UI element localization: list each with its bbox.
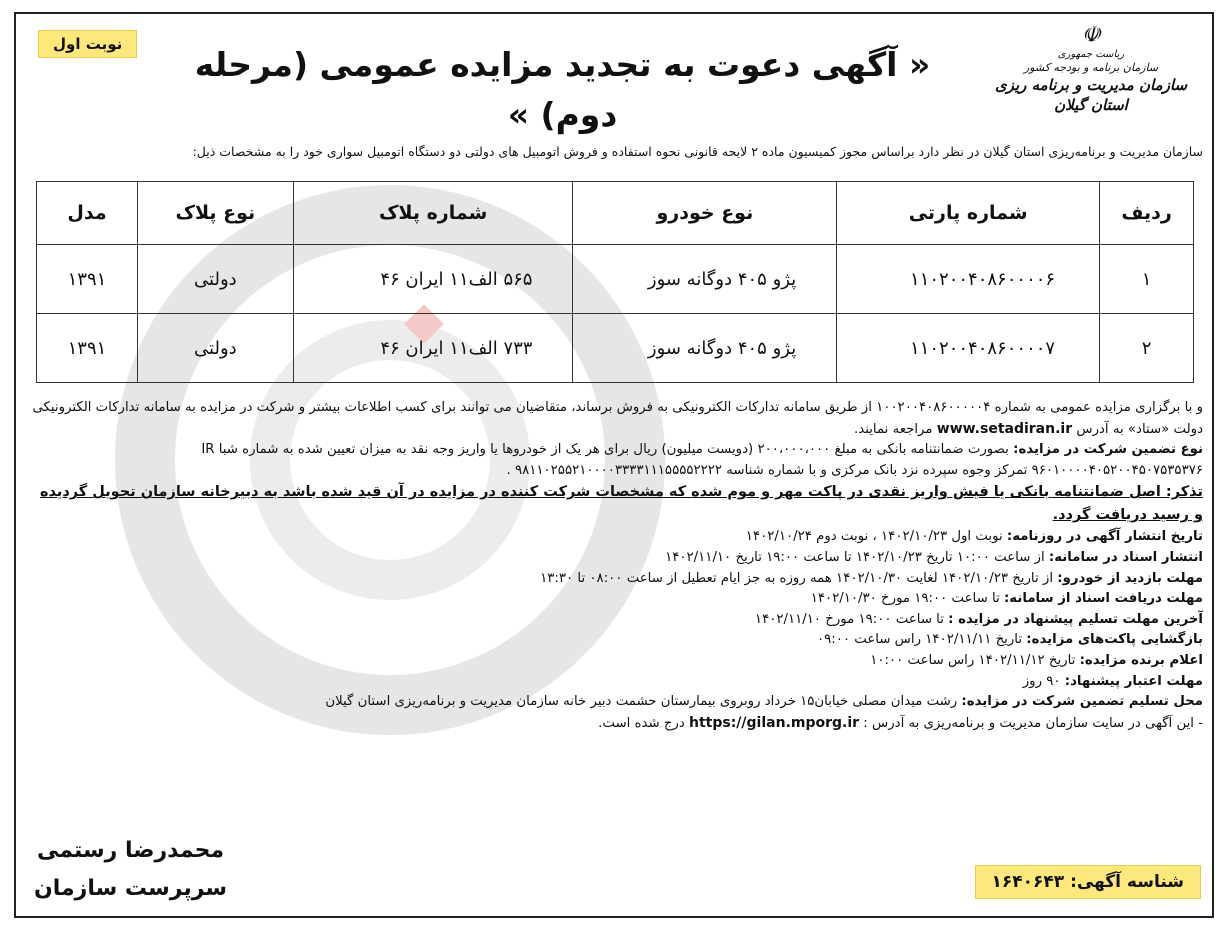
cell-vehicle-type: پژو ۴۰۵ دوگانه سوز	[573, 245, 837, 314]
guarantee-text: بصورت ضمانتنامه بانکی به مبلغ ۲۰۰،۰۰۰،۰۰۰ (دویست میلیون) ریال برای هر یک از خودروها یا واریز وجه نقد به میزان تعیین شده به شماره شبا IR ۹۶۰۱۰۰۰۰۴۰۵۲۰۰۴۵۰۷۵۳۵۳۷۶ تمرکز وجوه سپرده نزد بانک مرکزی و با شماره شناسه ۹۸۱۱۰۲۵۵۲۱۰۰۰۰۳۳۳۳۱۱۱۵۵۵۵۲۲۲۲ .	[201, 442, 1203, 478]
organization-logo	[981, 24, 1201, 115]
schedule-label: مهلت بازدید از خودرو:	[1057, 570, 1203, 586]
schedule-item	[30, 630, 1203, 651]
signatory-title: سرپرست سازمان	[34, 876, 228, 901]
gilan-mporg-link[interactable]: https://gilan.mporg.ir	[689, 714, 860, 731]
schedule-item	[30, 569, 1203, 590]
auction-info-text: و با برگزاری مزایده عمومی به شماره ۱۰۰۲۰۰۴۰۸۶۰۰۰۰۰۴ از طریق سامانه تدارکات الکترونیکی به فروش برساند، متقاضیان می توانند برای کسب اطلاعات بیشتر و شرکت در مزایده به سامانه تدارکات الکترونیکی دولت «ستاد» به آدرس	[32, 400, 1203, 437]
cell-row-no: ۱	[1100, 245, 1194, 314]
schedule-label: اعلام برنده مزایده:	[1079, 652, 1203, 668]
note-paragraph: تذکر: اصل ضمانتنامه بانکی یا فیش واریز نقدی در پاکت مهر و موم شده که مشخصات شرکت کننده در مزایده در آن قید شده باشد به دبیرخانه سازمان تحویل گردیده و رسید دریافت گردد.	[39, 484, 1203, 524]
cell-plate-number: ۵۶۵ الف۱۱ ایران ۴۶	[293, 245, 573, 314]
cell-plate-number: ۷۳۳ الف۱۱ ایران ۴۶	[293, 314, 573, 383]
schedule-value: رشت میدان مصلی خیابان۱۵ خرداد روبروی بیمارستان حشمت دبیر خانه سازمان مدیریت و برنامه‌ریزی استان گیلان	[325, 694, 958, 710]
signature-block	[34, 832, 227, 908]
iran-emblem-icon: ☫	[1081, 23, 1101, 48]
intro-text: سازمان مدیریت و برنامه‌ریزی استان گیلان در نظر دارد براساس مجوز کمیسیون ماده ۲ لایحه قانونی نحوه استفاده و فروش اتومبیل های دولتی دو دستگاه اتومبیل سواری خود را به مشخصات ذیل:	[192, 144, 1203, 159]
schedule-value: از تاریخ ۱۴۰۲/۱۰/۲۳ لغایت ۱۴۰۲/۱۰/۳۰ همه روزه به جز ایام تعطیل از ساعت ۰۸:۰۰ تا ۱۳:۳۰	[540, 570, 1054, 586]
header-vehicle-type: نوع خودرو	[573, 182, 837, 245]
schedule-value: تاریخ ۱۴۰۲/۱۱/۱۲ راس ساعت ۱۰:۰۰	[870, 652, 1076, 668]
header-model: مدل	[37, 182, 138, 245]
schedule-label: آخرین مهلت تسلیم پیشنهاد در مزایده :	[948, 611, 1203, 627]
ad-id-label: شناسه آگهی:	[1070, 872, 1184, 892]
schedule-value: از ساعت ۱۰:۰۰ تاریخ ۱۴۰۲/۱۰/۲۳ تا ساعت ۱۹:۰۰ تاریخ ۱۴۰۲/۱۱/۱۰	[665, 549, 1045, 565]
paragraph-guarantee	[30, 440, 1203, 481]
schedule-value: تاریخ ۱۴۰۲/۱۱/۱۱ راس ساعت ۰۹:۰۰	[816, 632, 1023, 648]
notice-title: « آگهی دعوت به تجدید مزایده عمومی (مرحله دوم) »	[194, 45, 931, 134]
cell-model: ۱۳۹۱	[37, 245, 138, 314]
schedule-label: محل تسلیم تضمین شرکت در مزایده:	[961, 694, 1203, 710]
schedule-label: مهلت اعتبار پیشنهاد:	[1064, 673, 1203, 689]
header-row-no: ردیف	[1100, 182, 1194, 245]
schedule-label: بازگشایی پاکت‌های مزایده:	[1026, 632, 1203, 648]
cell-model: ۱۳۹۱	[37, 314, 138, 383]
cell-row-no: ۲	[1100, 314, 1194, 383]
paragraph-auction-info	[30, 398, 1203, 440]
logo-line-3: سازمان مدیریت و برنامه ریزی استان گیلان	[994, 76, 1188, 114]
cell-plate-type: دولتی	[137, 314, 293, 383]
logo-line-2: سازمان برنامه و بودجه کشور	[1023, 61, 1159, 74]
header-plate-type: نوع پلاک	[137, 182, 293, 245]
table-header-row	[37, 182, 1194, 245]
paragraph-website	[30, 713, 1203, 735]
schedule-value: نوبت اول ۱۴۰۲/۱۰/۲۳ ، نوبت دوم ۱۴۰۲/۱۰/۲۴	[745, 529, 1003, 545]
round-badge: نوبت اول	[38, 30, 137, 58]
schedule-value: تا ساعت ۱۹:۰۰ مورخ ۱۴۰۲/۱۱/۱۰	[754, 611, 944, 627]
logo-line-1: ریاست جمهوری	[1057, 49, 1125, 60]
ad-id-badge	[975, 865, 1201, 899]
ad-id-value: ۱۶۴۰۶۴۳	[991, 872, 1065, 892]
schedule-item	[30, 589, 1203, 610]
header-plate-number: شماره پلاک	[293, 182, 573, 245]
schedule-label: مهلت دریافت اسناد از سامانه:	[1003, 591, 1203, 607]
table-row	[37, 245, 1194, 314]
guarantee-label: نوع تضمین شرکت در مزایده:	[1013, 442, 1203, 458]
table-row	[37, 314, 1194, 383]
website-suffix: درج شده است.	[598, 715, 685, 731]
schedule-item	[30, 548, 1203, 569]
schedule-value: ۹۰ روز	[1022, 673, 1061, 689]
schedule-label: انتشار اسناد در سامانه:	[1048, 549, 1203, 565]
cell-vehicle-type: پژو ۴۰۵ دوگانه سوز	[573, 314, 837, 383]
setadiran-link[interactable]: www.setadiran.ir	[936, 420, 1073, 437]
cell-lot-number: ۱۱۰۲۰۰۴۰۸۶۰۰۰۰۷	[837, 314, 1100, 383]
schedule-value: تا ساعت ۱۹:۰۰ مورخ ۱۴۰۲/۱۰/۳۰	[810, 591, 1000, 607]
notice-body	[30, 398, 1203, 734]
schedule-item	[30, 692, 1203, 713]
schedule-item	[30, 672, 1203, 693]
cell-lot-number: ۱۱۰۲۰۰۴۰۸۶۰۰۰۰۶	[837, 245, 1100, 314]
website-prefix: - این آگهی در سایت سازمان مدیریت و برنامه‌ریزی به آدرس :	[863, 715, 1203, 731]
signatory-name: محمدرضا رستمی	[37, 838, 225, 863]
header	[24, 18, 1201, 134]
vehicle-table	[36, 181, 1194, 383]
auction-info-end: مراجعه نمایند.	[854, 421, 933, 437]
header-lot-number: شماره پارتی	[837, 182, 1100, 245]
schedule-label: تاریخ انتشار آگهی در روزنامه:	[1006, 529, 1203, 545]
schedule-item	[30, 527, 1203, 548]
schedule-item	[30, 651, 1203, 672]
schedule-item	[30, 610, 1203, 631]
cell-plate-type: دولتی	[137, 245, 293, 314]
